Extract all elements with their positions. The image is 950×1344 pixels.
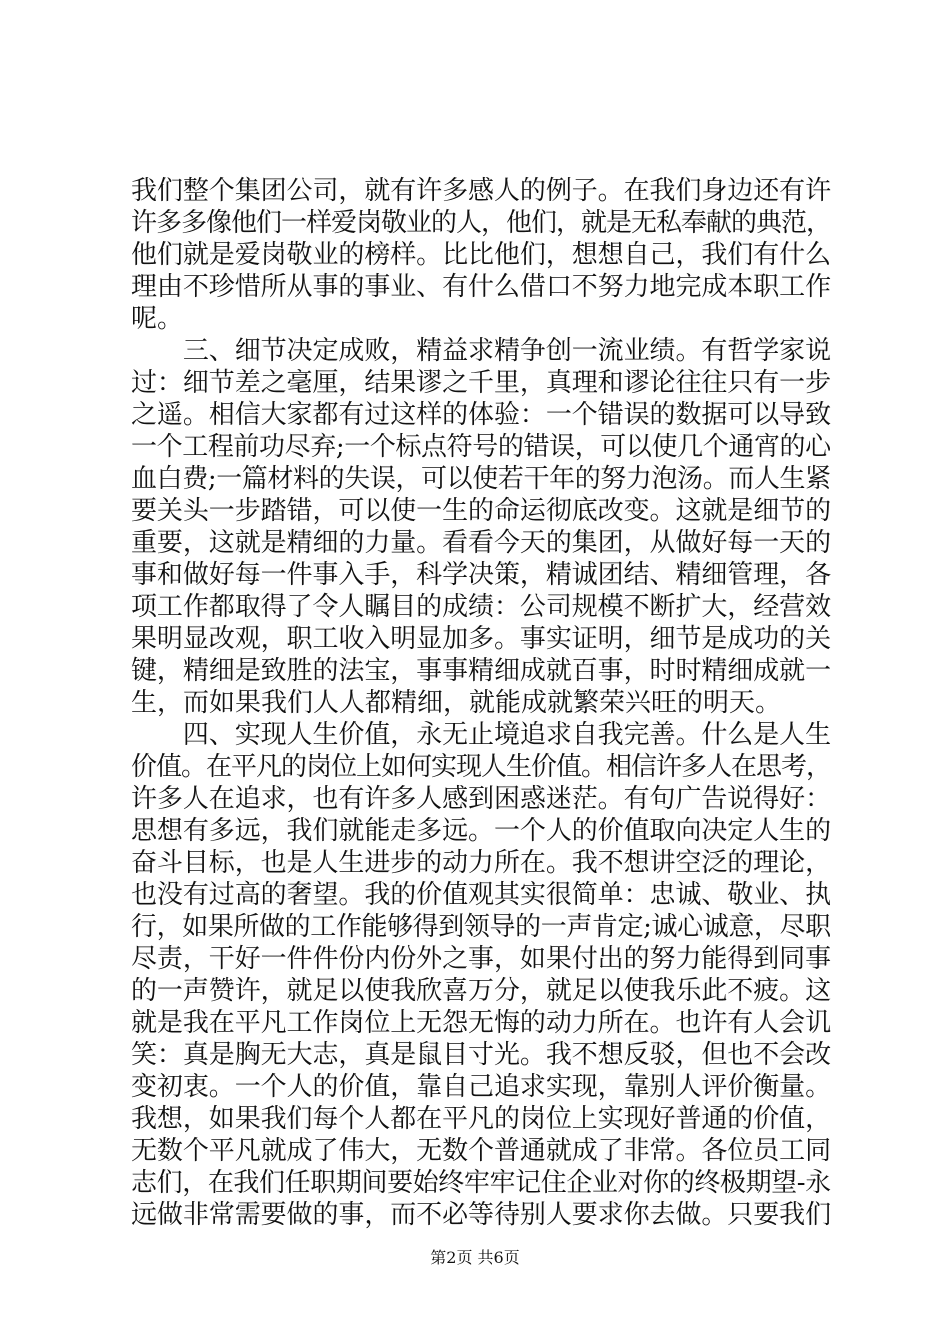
text-line: 事和做好每一件事入手，科学决策，精诚团结、精细管理，各 bbox=[131, 560, 832, 590]
text-line: 重要，这就是精细的力量。看看今天的集团，从做好每一天的 bbox=[131, 528, 832, 558]
text-line: 四、实现人生价值，永无止境追求自我完善。什么是人生 bbox=[131, 720, 832, 750]
text-line: 的一声赞许，就足以使我欣喜万分，就足以使我乐此不疲。这 bbox=[131, 976, 832, 1006]
body-text bbox=[131, 175, 831, 1231]
text-line: 生，而如果我们人人都精细，就能成就繁荣兴旺的明天。 bbox=[131, 688, 782, 718]
text-line: 过：细节差之毫厘，结果谬之千里，真理和谬论往往只有一步 bbox=[131, 368, 832, 398]
text-line: 笑：真是胸无大志，真是鼠目寸光。我不想反驳，但也不会改 bbox=[131, 1040, 832, 1070]
text-line: 志们，在我们任职期间要始终牢牢记住企业对你的终极期望-永 bbox=[131, 1168, 831, 1198]
text-line: 一个工程前功尽弃;一个标点符号的错误，可以使几个通宵的心 bbox=[131, 432, 831, 462]
text-line: 理由不珍惜所从事的事业、有什么借口不努力地完成本职工作 bbox=[131, 272, 832, 302]
text-line: 许多人在追求，也有许多人感到困惑迷茫。有句广告说得好： bbox=[131, 784, 832, 814]
text-line: 无数个平凡就成了伟大，无数个普通就成了非常。各位员工同 bbox=[131, 1136, 832, 1166]
text-line: 键，精细是致胜的法宝，事事精细成就百事，时时精细成就一 bbox=[131, 656, 832, 686]
text-line: 我想，如果我们每个人都在平凡的岗位上实现好普通的价值， bbox=[131, 1104, 832, 1134]
text-line: 项工作都取得了令人瞩目的成绩：公司规模不断扩大，经营效 bbox=[131, 592, 832, 622]
text-line: 他们就是爱岗敬业的榜样。比比他们，想想自己，我们有什么 bbox=[131, 240, 832, 270]
text-line: 要关头一步踏错，可以使一生的命运彻底改变。这就是细节的 bbox=[131, 496, 832, 526]
text-line: 之遥。相信大家都有过这样的体验：一个错误的数据可以导致 bbox=[131, 400, 832, 430]
text-line: 我们整个集团公司，就有许多感人的例子。在我们身边还有许 bbox=[131, 176, 832, 206]
text-line: 血白费;一篇材料的失误，可以使若干年的努力泡汤。而人生紧 bbox=[131, 464, 831, 494]
text-line: 就是我在平凡工作岗位上无怨无悔的动力所在。也许有人会讥 bbox=[131, 1008, 832, 1038]
text-line: 思想有多远，我们就能走多远。一个人的价值取向决定人生的 bbox=[131, 816, 832, 846]
page-footer: 第2页 共6页 bbox=[430, 1248, 520, 1267]
text-line: 奋斗目标，也是人生进步的动力所在。我不想讲空泛的理论， bbox=[131, 848, 832, 878]
text-line: 三、细节决定成败，精益求精争创一流业绩。有哲学家说 bbox=[131, 336, 832, 366]
text-line: 变初衷。一个人的价值，靠自己追求实现，靠别人评价衡量。 bbox=[131, 1072, 832, 1102]
text-line: 也没有过高的奢望。我的价值观其实很简单：忠诚、敬业、执 bbox=[131, 880, 832, 910]
text-line: 许多多像他们一样爱岗敬业的人，他们，就是无私奉献的典范， bbox=[131, 208, 832, 238]
text-line: 行，如果所做的工作能够得到领导的一声肯定;诚心诚意，尽职 bbox=[131, 912, 831, 942]
text-line: 价值。在平凡的岗位上如何实现人生价值。相信许多人在思考， bbox=[131, 752, 832, 782]
text-line: 尽责，干好一件件份内份外之事，如果付出的努力能得到同事 bbox=[131, 944, 832, 974]
text-line: 呢。 bbox=[131, 304, 184, 334]
text-line: 果明显改观，职工收入明显加多。事实证明，细节是成功的关 bbox=[131, 624, 832, 654]
text-line: 远做非常需要做的事，而不必等待别人要求你去做。只要我们 bbox=[131, 1200, 832, 1230]
